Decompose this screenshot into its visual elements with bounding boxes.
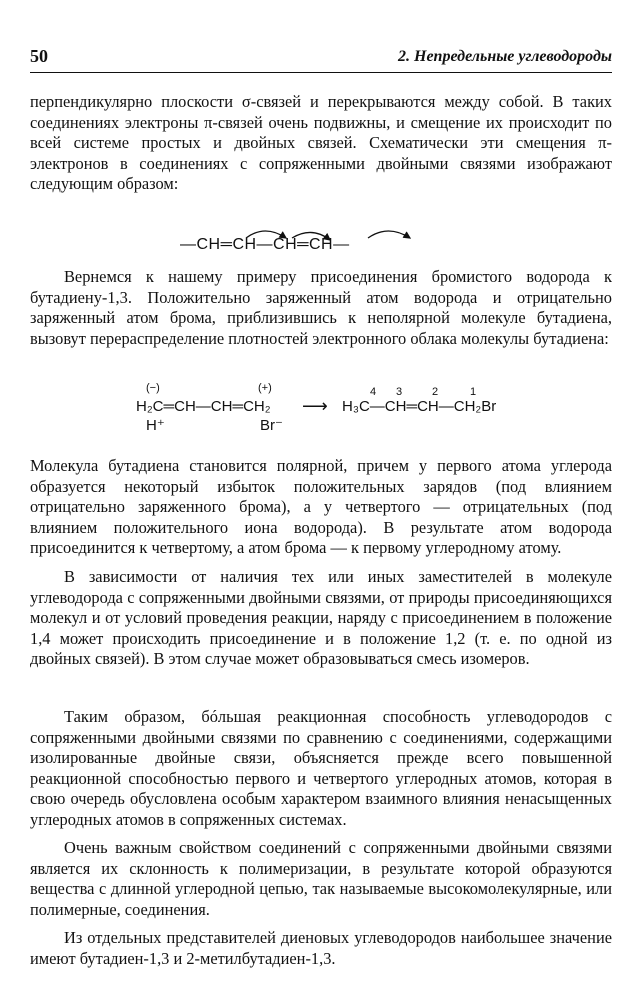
running-title: 2. Непредельные углеводороды xyxy=(398,48,612,65)
hydrogen-ion: H⁺ xyxy=(146,417,165,434)
reaction-arrow: ⟶ xyxy=(302,396,328,416)
paragraph-3 xyxy=(30,456,612,559)
conjugated-chain-formula: —CH═CH—CH═CH— xyxy=(180,236,350,253)
shift-arrow-3 xyxy=(368,231,410,238)
paragraph-1-text: перпендикулярно плоскости σ-связей и перекрываются между собой. В таких соединениях электроны π-связей очень подвижны, и смещение их происходит по всей системе простых и двойных связей. Схематически эти смещения π-электронов в соединениях с сопряженными двойными связями изображают следующим образом: xyxy=(30,92,612,194)
carbon-number-1: 1 xyxy=(470,386,477,398)
product-formula: H₃C—CH═CH—CH₂Br xyxy=(342,398,497,415)
header-rule xyxy=(30,72,612,73)
charge-minus: (−) xyxy=(146,382,160,394)
paragraph-1 xyxy=(30,92,612,195)
paragraph-3-text: Молекула бутадиена становится полярной, причем у первого атома углерода образуется некоторый избыток положительных зарядов (под влиянием отрицательно заряженного брома), а у четвертого — отрицательных (под влиянием положительного иона водорода). В результате атом водорода присоединится к четвертому, а атом брома — к первому углеродному атому. xyxy=(30,456,612,558)
carbon-number-4: 4 xyxy=(370,386,377,398)
paragraph-6 xyxy=(30,838,612,920)
carbon-number-3: 3 xyxy=(396,386,403,398)
butadiene-formula: H₂C═CH—CH═CH₂ xyxy=(136,398,271,415)
paragraph-4 xyxy=(30,567,612,670)
paragraph-6-text: Очень важным свойством соединений с сопряженными двойными связями является их склонность к полимеризации, в результате которой образуются вещества с длинной углеродной цепью, так называемые высокомолекулярные, или полимерные, соединения. xyxy=(30,838,612,919)
paragraph-4-text: В зависимости от наличия тех или иных заместителей в молекуле углеводорода с сопряженными двойными связями, от природы присоединяющихся молекул и от условий проведения реакции, наряду с присоединением в положение 1,4 может происходить присоединение и в положение 1,2 (т. е. по одной из двойных связей). В этом случае может образовываться смесь изомеров. xyxy=(30,567,612,669)
conjugation-scheme xyxy=(180,222,460,262)
charge-plus: (+) xyxy=(258,382,272,394)
paragraph-5-text: Таким образом, бóльшая реакционная способность углеводородов с сопряженными двойными связями по сравнению с соединениями, содержащими изолированные двойные связи, объясняется прежде всего повышенной реакционной способностью первого и четвертого углеродных атомов, которая в свою очередь обусловлена особым характером взаимного влияния ненасыщенных углеродных атомов в сопряженных системах. xyxy=(30,707,612,829)
paragraph-2-text: Вернемся к нашему примеру присоединения бромистого водорода к бутадиену-1,3. Положительно заряженный атом водорода и отрицательно заряженный атом брома, приблизившись к неполярной молекуле бутадиена, вызовут перераспределение плотностей электронного облака молекулы бутадиена: xyxy=(30,267,612,348)
paragraph-7-text: Из отдельных представителей диеновых углеводородов наибольшее значение имеют бутадиен-1,3 и 2-метилбутадиен-1,3. xyxy=(30,928,612,968)
paragraph-2 xyxy=(30,267,612,349)
carbon-number-2: 2 xyxy=(432,386,439,398)
page-number: 50 xyxy=(30,46,48,66)
page-header xyxy=(30,44,612,74)
paragraph-5 xyxy=(30,707,612,831)
paragraph-7 xyxy=(30,928,612,969)
bromide-ion: Br⁻ xyxy=(260,417,283,434)
addition-reaction-scheme xyxy=(136,382,556,442)
